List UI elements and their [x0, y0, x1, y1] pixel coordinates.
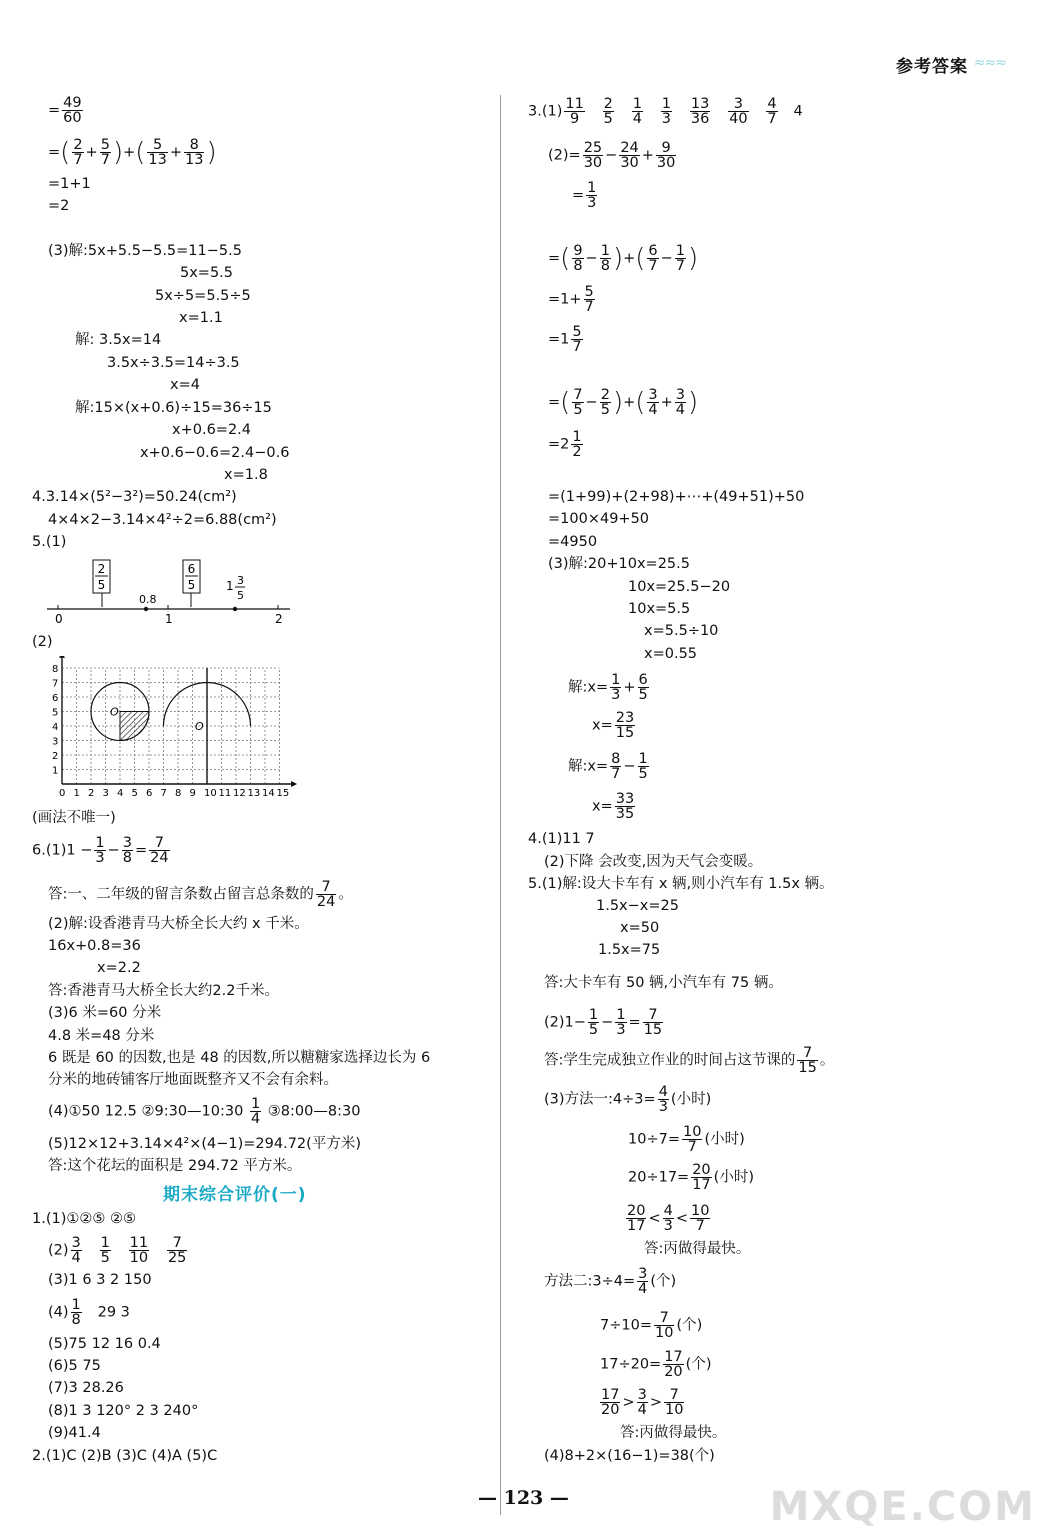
eq-line: =1+1	[48, 176, 91, 192]
eq-line: (4)①50 12.5 ②9:30—10:30 $\frac{1}{4}$ ③8:00—8:30	[48, 1096, 361, 1127]
box-numerator: 2	[97, 562, 106, 576]
eq-line: =( $\frac{9}{8}$ − $\frac{1}{8}$ )+( $\frac{6}{7}$ − $\frac{1}{7}$ )	[548, 243, 699, 274]
tick-label: 2	[275, 612, 283, 626]
y-tick-label: 4	[52, 722, 59, 733]
eq-line: (5)75 12 16 0.4	[48, 1336, 161, 1352]
eq-line: 解:15×(x+0.6)÷15=36÷15	[75, 400, 272, 416]
eq-line: =( $\frac{7}{5}$ − $\frac{2}{5}$ )+( $\frac{3}{4}$ + $\frac{3}{4}$ )	[548, 387, 699, 418]
eq-line: (3)1 6 3 2 150	[48, 1272, 152, 1288]
eq-line: 10x=5.5	[628, 601, 691, 617]
eq-line: x+0.6=2.4	[172, 422, 251, 438]
point-dot	[233, 607, 237, 611]
x-tick-label: 10	[204, 788, 217, 799]
watermark-logo: MXQE.COM	[769, 1484, 1036, 1530]
eq-line: 1.(1)①②⑤ ②⑤	[32, 1211, 136, 1227]
answer-line: 答:大卡车有 50 辆,小汽车有 75 辆。	[544, 975, 783, 991]
eq-line: (4)8+2×(16−1)=38(个)	[544, 1448, 715, 1464]
answer-line: 答:这个花坛的面积是 294.72 平方米。	[48, 1158, 302, 1174]
eq-line: 1.5x−x=25	[596, 898, 679, 914]
y-tick-label: 2	[52, 751, 59, 762]
eq-line: x=1.8	[224, 467, 268, 483]
box-denominator: 5	[97, 578, 106, 592]
column-divider	[500, 95, 501, 1515]
x-tick-label: 1	[73, 788, 80, 799]
eq-line: $\frac{17}{20}$ > $\frac{3}{4}$ > $\frac{7}{10}$	[601, 1387, 684, 1418]
x-tick-label: 4	[117, 788, 124, 799]
eq-line: (9)41.4	[48, 1425, 101, 1441]
eq-line: 16x+0.8=36	[48, 938, 141, 954]
note-text: (画法不唯一)	[32, 810, 116, 826]
x-tick-label: 14	[262, 788, 275, 799]
eq-line: 20÷17= $\frac{20}{17}$ (小时)	[628, 1162, 754, 1193]
x-tick-label: 12	[233, 788, 246, 799]
answer-line: 答:一、二年级的留言条数占留言总条数的 $\frac{7}{24}$ 。	[48, 879, 353, 910]
x-tick-label: 2	[88, 788, 95, 799]
eq-line: =1+ $\frac{5}{7}$	[548, 284, 594, 315]
eq-line: (5)12×12+3.14×4²×(4−1)=294.72(平方米)	[48, 1136, 361, 1152]
eq-line: =( $\frac{2}{7}$ + $\frac{5}{7}$ )+( $\frac{5}{13}$ + $\frac{8}{13}$ )	[48, 137, 217, 168]
answer-line: 答:丙做得最快。	[620, 1425, 727, 1441]
eq-line: 5x=5.5	[180, 265, 234, 281]
answer-line: 答:香港青马大桥全长大约2.2千米。	[48, 983, 279, 999]
eq-line: x=1.1	[179, 310, 223, 326]
eq-line: =2 $\frac{1}{2}$	[548, 429, 582, 460]
eq-line: (3)解:5x+5.5−5.5=11−5.5	[48, 243, 242, 259]
question-label: (2)	[32, 634, 53, 650]
answer-line: 答:学生完成独立作业的时间占这节课的 $\frac{7}{15}$ 。	[544, 1045, 835, 1076]
eq-line: (3)方法一:4÷3= $\frac{4}{3}$ (小时)	[544, 1084, 712, 1115]
eq-line: 6.(1)1 − $\frac{1}{3}$ − $\frac{3}{8}$ = $\frac{7}{24}$	[32, 835, 169, 866]
center-label: O	[110, 705, 119, 719]
number-line	[40, 555, 300, 630]
eq-line: 分米的地砖铺客厅地面既整齐又不会有余料。	[48, 1072, 338, 1088]
eq-line: (2)解:设香港青马大桥全长大约 x 千米。	[48, 916, 309, 932]
eq-line: (2)= $\frac{25}{30}$ − $\frac{24}{30}$ + $\frac{9}{30}$	[548, 140, 676, 171]
eq-line: (8)1 3 120° 2 3 240°	[48, 1403, 199, 1419]
x-tick-label: 6	[146, 788, 153, 799]
eq-line: 7÷10= $\frac{7}{10}$ (个)	[600, 1310, 703, 1341]
x-axis-arrow	[291, 781, 297, 787]
x-tick-label: 11	[218, 788, 232, 799]
y-axis-arrow	[59, 656, 65, 658]
eq-line: (2) $\frac{3}{4}$ $\frac{1}{5}$ $\frac{11}{10}$ $\frac{7}{25}$	[48, 1235, 187, 1266]
eq-line: x= $\frac{23}{15}$	[592, 710, 635, 741]
y-tick-label: 8	[52, 664, 59, 675]
eq-line: 5x÷5=5.5÷5	[155, 288, 251, 304]
eq-line: $\frac{20}{17}$ < $\frac{4}{3}$ < $\frac{10}{7}$	[627, 1203, 710, 1234]
eq-line: x+0.6−0.6=2.4−0.6	[140, 445, 290, 461]
eq-line: (7)3 28.26	[48, 1380, 124, 1396]
box-numerator: 6	[187, 562, 196, 576]
eq-line: x=50	[620, 920, 660, 936]
box-denominator: 5	[187, 578, 196, 592]
eq-line: (2)下降 会改变,因为天气会变暖。	[544, 854, 763, 870]
eq-line: =(1+99)+(2+98)+⋯+(49+51)+50	[548, 489, 805, 505]
eq-line: 6 既是 60 的因数,也是 48 的因数,所以糖糖家选择边长为 6	[48, 1050, 431, 1066]
tick-label: 1	[165, 612, 173, 626]
y-tick-label: 1	[52, 765, 59, 777]
eq-line: 方法二:3÷4= $\frac{3}{4}$ (个)	[544, 1266, 677, 1297]
tick-label: 0	[55, 612, 63, 626]
eq-line: =2	[48, 198, 70, 214]
fraction: $\frac{49}{60}$	[63, 95, 82, 126]
coordinate-grid	[40, 656, 300, 806]
eq-line: 解:x= $\frac{1}{3}$ + $\frac{6}{5}$	[568, 672, 648, 703]
eq-line: (4) $\frac{1}{8}$ 29 3	[48, 1297, 130, 1328]
eq-line: = $\frac{1}{3}$	[572, 180, 597, 211]
x-tick-label: 15	[276, 788, 290, 799]
eq-line: x=0.55	[644, 646, 698, 662]
header-decoration-icon: ≈≈≈	[973, 55, 1006, 71]
eq-line: 4×4×2−3.14×4²÷2=6.88(cm²)	[48, 512, 277, 528]
eq-line: =1 $\frac{5}{7}$	[548, 324, 582, 355]
y-tick-label: 7	[52, 678, 59, 690]
eq-line: 2.(1)C (2)B (3)C (4)A (5)C	[32, 1448, 218, 1464]
mixed-denominator: 5	[237, 589, 244, 602]
answer-line: 答:丙做得最快。	[644, 1241, 751, 1257]
y-tick-label: 5	[52, 707, 59, 719]
x-tick-label: 7	[160, 788, 167, 799]
eq-line: 5.(1)解:设大卡车有 x 辆,则小汽车有 1.5x 辆。	[528, 876, 834, 892]
point-label: 0.8	[139, 593, 157, 606]
eq-line: x= $\frac{33}{35}$	[592, 791, 635, 822]
eq-line: x=4	[170, 377, 200, 393]
eq-line: 解: 3.5x=14	[75, 332, 162, 348]
x-tick-label: 9	[189, 788, 196, 799]
x-tick-label: 0	[59, 788, 66, 799]
mixed-whole: 1	[226, 579, 234, 593]
eq-line: 3.5x÷3.5=14÷3.5	[107, 355, 240, 371]
eq-line: = $\frac{49}{60}$	[48, 95, 82, 126]
x-tick-label: 5	[131, 788, 138, 799]
center-label: O	[195, 720, 204, 733]
eq-line: 4.(1)11 7	[528, 831, 595, 847]
question-label: 5.(1)	[32, 534, 67, 550]
x-tick-label: 3	[102, 788, 109, 799]
eq-line: =100×49+50	[548, 511, 650, 527]
y-tick-label: 3	[52, 736, 59, 748]
eq-line: x=5.5÷10	[644, 623, 719, 639]
eq-line: 3.(1) $\frac{11}{9}$ $\frac{2}{5}$ $\frac{1}{4}$ $\frac{1}{3}$ $\frac{13}{36}$ $\frac{3}{40}$ $\frac{4}{7}$ 4	[528, 96, 803, 127]
point-dot	[144, 607, 148, 611]
eq-line: 10÷7= $\frac{10}{7}$ (小时)	[628, 1124, 745, 1155]
section-title: 期末综合评价(一)	[163, 1185, 307, 1205]
page-number: — 123 —	[478, 1487, 569, 1509]
mixed-numerator: 3	[237, 574, 244, 587]
page-header-title: 参考答案	[896, 57, 968, 77]
eq-line: 4.3.14×(5²−3²)=50.24(cm²)	[32, 489, 237, 505]
eq-line: x=2.2	[97, 960, 141, 976]
x-tick-label: 13	[247, 788, 261, 799]
eq-line: 解:x= $\frac{8}{7}$ − $\frac{1}{5}$	[568, 751, 648, 782]
shaded-sector	[120, 712, 149, 741]
eq-line: (6)5 75	[48, 1358, 101, 1374]
y-tick-label: 6	[52, 693, 59, 704]
eq-line: 10x=25.5−20	[628, 579, 731, 595]
x-tick-label: 8	[175, 788, 182, 799]
eq-line: 17÷20= $\frac{17}{20}$ (个)	[600, 1349, 712, 1380]
eq-line: 4.8 米=48 分米	[48, 1028, 155, 1044]
eq-line: 1.5x=75	[598, 942, 661, 958]
eq-line: (2)1− $\frac{1}{5}$ − $\frac{1}{3}$ = $\frac{7}{15}$	[544, 1007, 663, 1038]
eq-line: =4950	[548, 534, 598, 550]
eq-line: (3)解:20+10x=25.5	[548, 556, 690, 572]
eq-line: (3)6 米=60 分米	[48, 1005, 162, 1021]
